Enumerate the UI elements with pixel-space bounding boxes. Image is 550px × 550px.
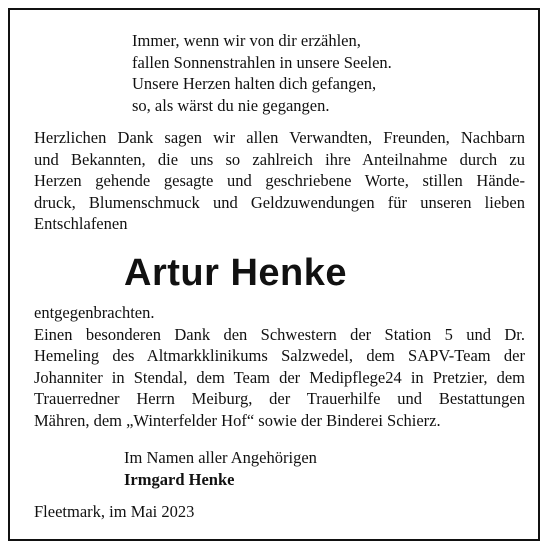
special-thanks-line: Johanniter in Stendal, dem Team der Medipflege24 in Pretzier, dem <box>34 367 525 387</box>
special-thanks-line: Mähren, dem „Winterfelder Hof“ sowie der Binderei Schierz. <box>34 410 441 430</box>
special-thanks-paragraph <box>34 302 525 431</box>
signature-line: Im Namen aller Angehörigen <box>124 448 317 467</box>
thanks-line: Entschlafenen <box>34 214 128 233</box>
deceased-name: Artur Henke <box>124 252 347 294</box>
signature-block <box>124 447 317 490</box>
after-name-line: entgegenbrachten. <box>34 303 155 322</box>
special-thanks-line: Einen besonderen Dank den Schwestern der Station 5 und Dr. <box>34 324 525 344</box>
thanks-paragraph <box>34 127 525 235</box>
poem-line: Immer, wenn wir von dir erzählen, <box>132 31 361 50</box>
thanks-line: druck, Blumenschmuck und Geldzuwendungen für unseren lieben <box>34 192 525 212</box>
special-thanks-line: Hemeling des Altmarkklinikums Salzwedel, dem SAPV-Team der <box>34 346 525 365</box>
poem <box>132 30 392 116</box>
thanks-line: und Bekannten, die uns so zahlreich ihre Anteilnahme durch zu <box>34 149 525 169</box>
thanks-line: Herzen gehende gesagte und geschriebene Worte, stillen Hände- <box>34 171 525 190</box>
poem-line: so, als wärst du nie gegangen. <box>132 95 330 115</box>
poem-line: fallen Sonnenstrahlen in unsere Seelen. <box>132 52 392 72</box>
poem-line: Unsere Herzen halten dich gefangen, <box>132 74 377 93</box>
special-thanks-line: Trauerredner Herrn Meiburg, der Trauerhilfe und Bestattungen <box>34 389 525 408</box>
place-date: Fleetmark, im Mai 2023 <box>34 502 195 521</box>
obituary-notice <box>8 8 540 541</box>
thanks-line: Herzlichen Dank sagen wir allen Verwandten, Freunden, Nachbarn <box>34 128 525 147</box>
signature-name: Irmgard Henke <box>124 469 235 489</box>
